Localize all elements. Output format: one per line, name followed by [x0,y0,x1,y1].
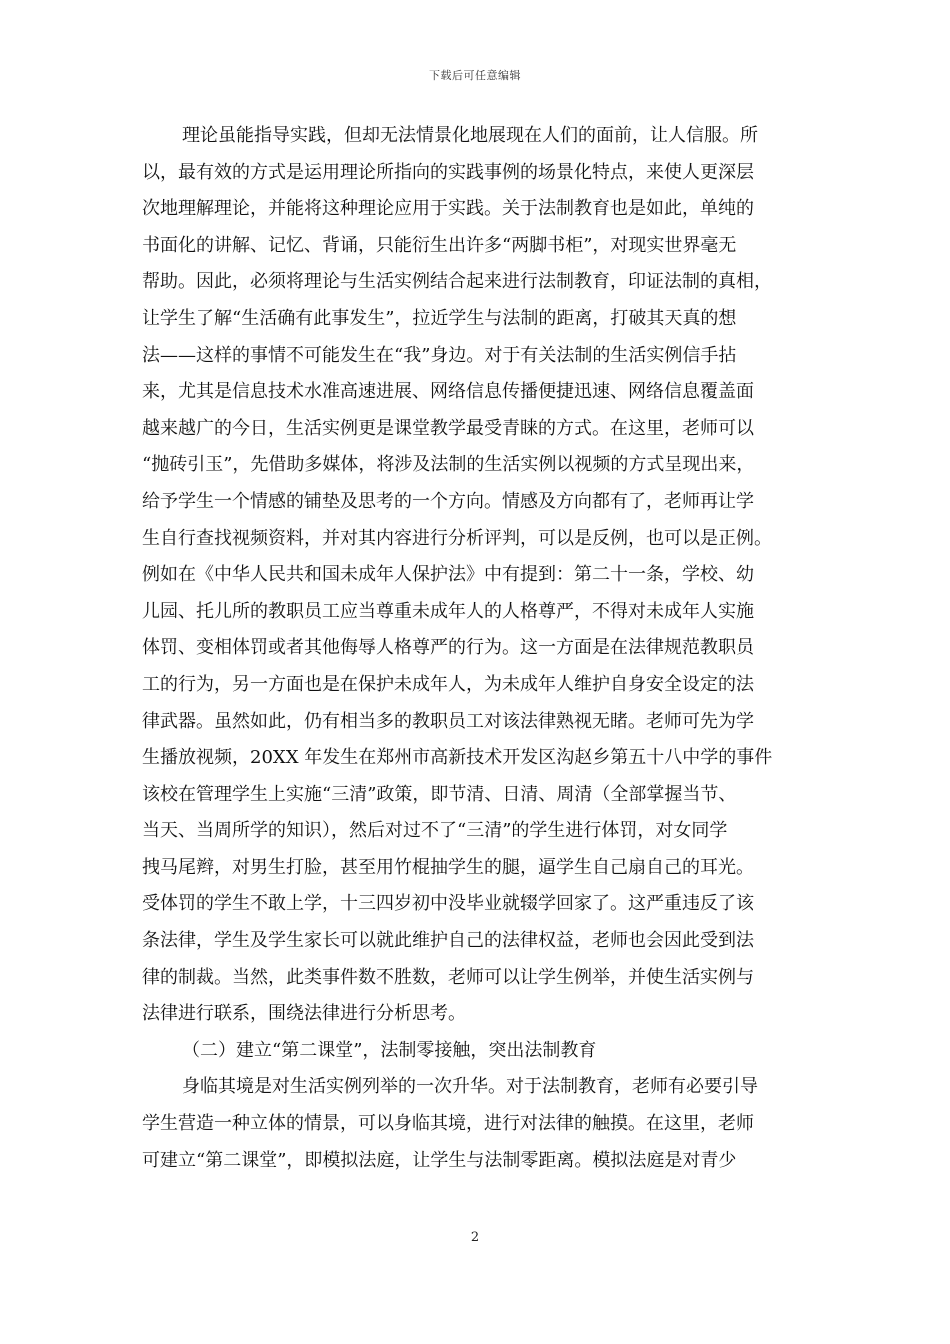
paragraph-line: 条法律，学生及学生家长可以就此维护自己的法律权益，老师也会因此受到法 [142,930,754,952]
paragraph-line: “抛砖引玉”，先借助多媒体，将涉及法制的生活实例以视频的方式呈现出来， [142,454,755,476]
paragraph-line: 律武器。虽然如此，仍有相当多的教职员工对该法律熟视无睹。老师可先为学 [142,710,754,732]
paragraph-line: 越来越广的今日，生活实例更是课堂教学最受青睐的方式。在这里，老师可以 [142,417,754,439]
paragraph-line: 次地理解理论，并能将这种理论应用于实践。关于法制教育也是如此，单纯的 [142,198,754,220]
paragraph-line: 生自行查找视频资料，并对其内容进行分析评判，可以是反例，也可以是正例。 [142,527,772,549]
paragraph-line: 帮助。因此，必须将理论与生活实例结合起来进行法制教育，印证法制的真相， [142,271,772,293]
paragraph-line: 律的制裁。当然，此类事件数不胜数，老师可以让学生例举，并使生活实例与 [142,966,754,988]
paragraph-line: 该校在管理学生上实施“三清”政策，即节清、日清、周清（全部掌握当节、 [142,783,737,805]
section-heading: （二）建立“第二课堂”，法制零接触，突出法制教育 [182,1039,597,1061]
paragraph-line: 以，最有效的方式是运用理论所指向的实践事例的场景化特点，来使人更深层 [142,161,754,183]
paragraph-line: 受体罚的学生不敢上学，十三四岁初中没毕业就辍学回家了。这严重违反了该 [142,893,754,915]
paragraph-line: 身临其境是对生活实例列举的一次升华。对于法制教育，老师有必要引导 [182,1076,758,1098]
paragraph-line: 儿园、托儿所的教职员工应当尊重未成年人的人格尊严，不得对未成年人实施 [142,600,754,622]
paragraph-line: 例如在《中华人民共和国未成年人保护法》中有提到：第二十一条，学校、幼 [142,564,754,586]
paragraph-line: 法——这样的事情不可能发生在“我”身边。对于有关法制的生活实例信手拈 [142,344,737,366]
paragraph-line: 来，尤其是信息技术水准高速进展、网络信息传播便捷迅速、网络信息覆盖面 [142,381,754,403]
document-body [142,118,808,1179]
paragraph-line: 工的行为，另一方面也是在保护未成年人，为未成年人维护自身安全设定的法 [142,673,754,695]
paragraph-line: 当天、当周所学的知识），然后对过不了“三清”的学生进行体罚，对女同学 [142,820,728,842]
paragraph-line: 拽马尾辫，对男生打脸，甚至用竹棍抽学生的腿，逼学生自己扇自己的耳光。 [142,856,754,878]
paragraph-line: 体罚、变相体罚或者其他侮辱人格尊严的行为。这一方面是在法律规范教职员 [142,637,754,659]
paragraph-line: 书面化的讲解、记忆、背诵，只能衍生出许多“两脚书柜”，对现实世界毫无 [142,234,737,256]
paragraph-line: 学生营造一种立体的情景，可以身临其境，进行对法律的触摸。在这里，老师 [142,1113,754,1135]
paragraph-line: 给予学生一个情感的铺垫及思考的一个方向。情感及方向都有了，老师再让学 [142,490,754,512]
paragraph-line: 可建立“第二课堂”，即模拟法庭，让学生与法制零距离。模拟法庭是对青少 [142,1149,737,1171]
paragraph-line: 让学生了解“生活确有此事发生”，拉近学生与法制的距离，打破其天真的想 [142,307,737,329]
paragraph-line: 理论虽能指导实践，但却无法情景化地展现在人们的面前，让人信服。所 [182,125,758,146]
page-header: 下载后可任意编辑 [429,69,521,82]
paragraph-line: 生播放视频，20XX 年发生在郑州市高新技术开发区沟赵乡第五十八中学的事件 [142,747,773,769]
paragraph-line: 法律进行联系，围绕法律进行分析思考。 [142,1003,466,1025]
page-number: 2 [470,1230,480,1245]
